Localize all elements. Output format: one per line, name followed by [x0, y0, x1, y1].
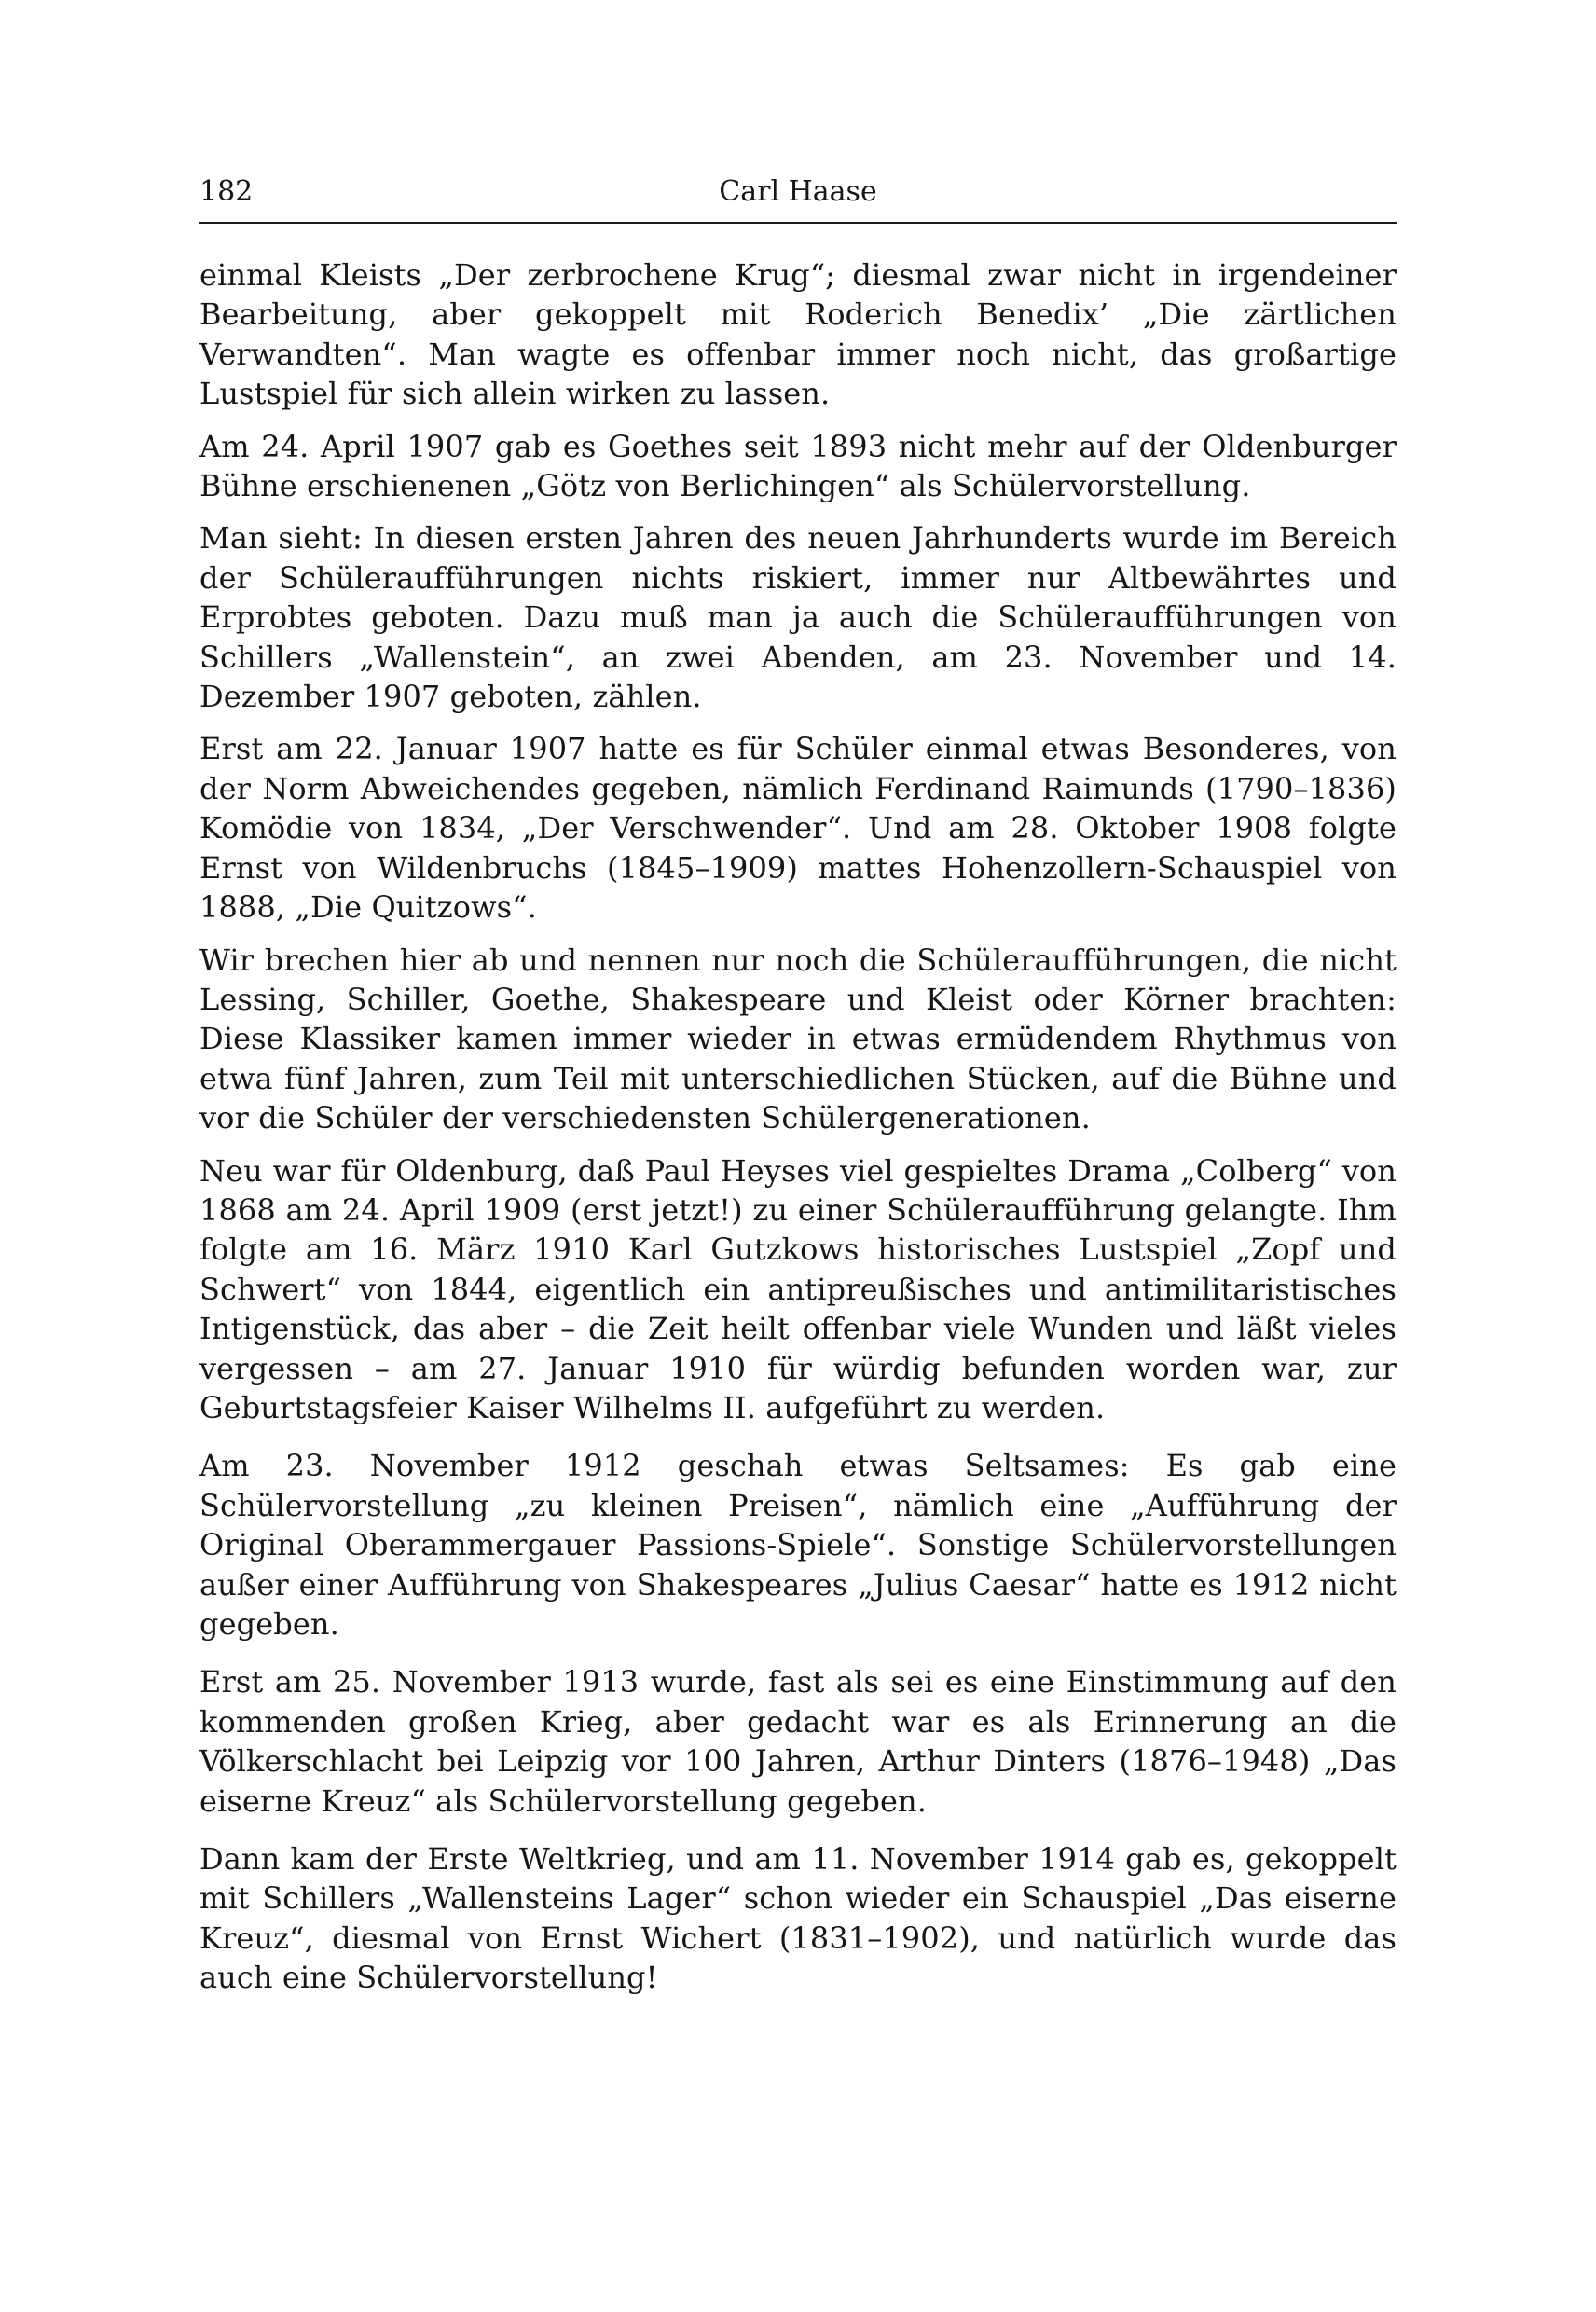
header-rule — [200, 222, 1396, 224]
book-page — [200, 0, 1396, 2312]
paragraph: einmal Kleists „Der zerbrochene Krug“; diesmal zwar nicht in irgendeiner Bearbeitung, aber gekoppelt mit Roderich Benedix’ „Die zärtlichen Verwandten“. Man wagte es offenbar immer noch nicht, das großartige Lustspiel für sich allein wirken zu lassen. — [200, 257, 1396, 412]
running-title: Carl Haase — [719, 175, 877, 208]
running-head — [200, 171, 1396, 213]
body-text — [200, 255, 1396, 2011]
paragraph: Am 24. April 1907 gab es Goethes seit 1893 nicht mehr auf der Oldenburger Bühne erschienenen „Götz von Berlichingen“ als Schülervorstellung. — [200, 428, 1396, 504]
paragraph: Neu war für Oldenburg, daß Paul Heyses viel gespieltes Drama „Colberg“ von 1868 am 24. April 1909 (erst jetzt!) zu einer Schüleraufführung gelangte. Ihm folgte am 16. März 1910 Karl Gutzkows historisches Lustspiel „Zopf und Schwert“ von 1844, eigentlich ein antipreußisches und antimilitaristisches Intigenstück, das aber – die Zeit heilt offenbar viele Wunden und läßt vieles vergessen – am 27. Januar 1910 für würdig befunden worden war, zur Geburtstagsfeier Kaiser Wilhelms II. aufgeführt zu werden. — [200, 1152, 1396, 1425]
paragraph: Erst am 22. Januar 1907 hatte es für Schüler einmal etwas Besonderes, von der Norm Abweichendes gegeben, nämlich Ferdinand Raimunds (1790–1836) Komödie von 1834, „Der Verschwender“. Und am 28. Oktober 1908 folgte Ernst von Wildenbruchs (1845–1909) mattes Hohenzollern-Schauspiel von 1888, „Die Quitzows“. — [200, 731, 1396, 926]
page-number: 182 — [200, 175, 254, 208]
paragraph: Dann kam der Erste Weltkrieg, und am 11. November 1914 gab es, gekoppelt mit Schillers „Wallensteins Lager“ schon wieder ein Schauspiel „Das eiserne Kreuz“, diesmal von Ernst Wichert (1831–1902), und natürlich wurde das auch eine Schülervorstellung! — [200, 1841, 1396, 1996]
paragraph: Wir brechen hier ab und nennen nur noch die Schüleraufführungen, die nicht Lessing, Schiller, Goethe, Shakespeare und Kleist oder Körner brachten: Diese Klassiker kamen immer wieder in etwas ermüdendem Rhythmus von etwa fünf Jahren, zum Teil mit unterschiedlichen Stücken, auf die Bühne und vor die Schüler der verschiedensten Schülergenerationen. — [200, 942, 1396, 1136]
paragraph: Man sieht: In diesen ersten Jahren des neuen Jahrhunderts wurde im Bereich der Schüleraufführungen nichts riskiert, immer nur Altbewährtes und Erprobtes geboten. Dazu muß man ja auch die Schüleraufführungen von Schillers „Wallenstein“, an zwei Abenden, am 23. November und 14. Dezember 1907 geboten, zählen. — [200, 520, 1396, 715]
paragraph: Am 23. November 1912 geschah etwas Seltsames: Es gab eine Schülervorstellung „zu kleinen Preisen“, nämlich eine „Aufführung der Original Oberammergauer Passions-Spiele“. Sonstige Schülervorstellungen außer einer Aufführung von Shakespeares „Julius Caesar“ hatte es 1912 nicht gegeben. — [200, 1448, 1396, 1642]
paragraph: Erst am 25. November 1913 wurde, fast als sei es eine Einstimmung auf den kommenden großen Krieg, aber gedacht war es als Erinnerung an die Völkerschlacht bei Leipzig vor 100 Jahren, Arthur Dinters (1876–1948) „Das eiserne Kreuz“ als Schülervorstellung gegeben. — [200, 1664, 1396, 1819]
